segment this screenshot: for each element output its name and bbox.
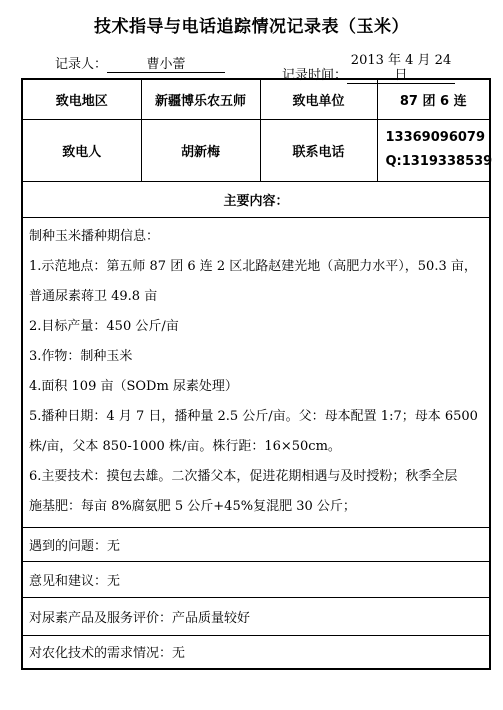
unit-label: 致电单位 — [260, 79, 377, 119]
content-line: 制种玉米播种期信息： — [29, 228, 160, 244]
unit-value: 87 团 6 连 — [377, 79, 490, 119]
recorder-value: 曹小蕾 — [107, 57, 225, 73]
table-row — [22, 527, 490, 561]
region-label: 致电地区 — [22, 79, 141, 119]
phone-line-2: Q:1319338539 — [385, 154, 493, 169]
table-row — [22, 79, 490, 119]
content-line: 施基肥：每亩 8%腐氨肥 5 公斤+45%复混肥 30 公斤； — [29, 498, 356, 514]
demand-row: 对农化技术的需求情况：无 — [22, 635, 490, 669]
recorder-label: 记录人： — [55, 57, 108, 72]
table-row — [22, 635, 490, 669]
suggestions-row: 意见和建议：无 — [22, 561, 490, 597]
record-time-value: 2013 年 4 月 24 日 — [347, 53, 455, 84]
table-row — [22, 597, 490, 635]
content-line: 6.主要技术：摸包去雄。二次播父本，促进花期相遇与及时授粉；秋季全层 — [29, 468, 458, 484]
main-content-body — [22, 217, 490, 527]
phone-value — [377, 119, 493, 181]
caller-value: 胡新梅 — [141, 119, 260, 181]
table-row — [22, 217, 490, 527]
table-row — [22, 181, 490, 217]
content-line: 株/亩，父本 850-1000 株/亩。株行距：16×50cm。 — [29, 438, 341, 454]
region-value: 新疆博乐农五师 — [141, 79, 260, 119]
phone-line-1: 13369096079 — [385, 130, 485, 145]
record-time-label: 记录时间： — [282, 68, 348, 83]
content-line: 5.播种日期：4 月 7 日，播种量 2.5 公斤/亩。父：母本配置 1:7；母本 6500 — [29, 408, 478, 424]
content-line: 4.面积 109 亩（SODm 尿素处理） — [29, 378, 238, 394]
problems-row: 遇到的问题：无 — [22, 527, 490, 561]
content-line: 普通尿素蒋卫 49.8 亩 — [29, 288, 158, 304]
table-row — [22, 561, 490, 597]
evaluation-row: 对尿素产品及服务评价：产品质量较好 — [22, 597, 490, 635]
page-title: 技术指导与电话追踪情况记录表（玉米） — [94, 17, 409, 37]
record-table — [21, 78, 491, 670]
content-line: 1.示范地点：第五师 87 团 6 连 2 区北路赵建光地（高肥力水平），50.3 亩， — [29, 258, 477, 274]
phone-label: 联系电话 — [260, 119, 377, 181]
recorder-field — [55, 53, 225, 73]
main-content-header: 主要内容： — [22, 181, 490, 217]
table-row — [22, 119, 490, 181]
content-line: 3.作物：制种玉米 — [29, 348, 133, 364]
content-line: 2.目标产量：450 公斤/亩 — [29, 318, 179, 334]
caller-label: 致电人 — [22, 119, 141, 181]
